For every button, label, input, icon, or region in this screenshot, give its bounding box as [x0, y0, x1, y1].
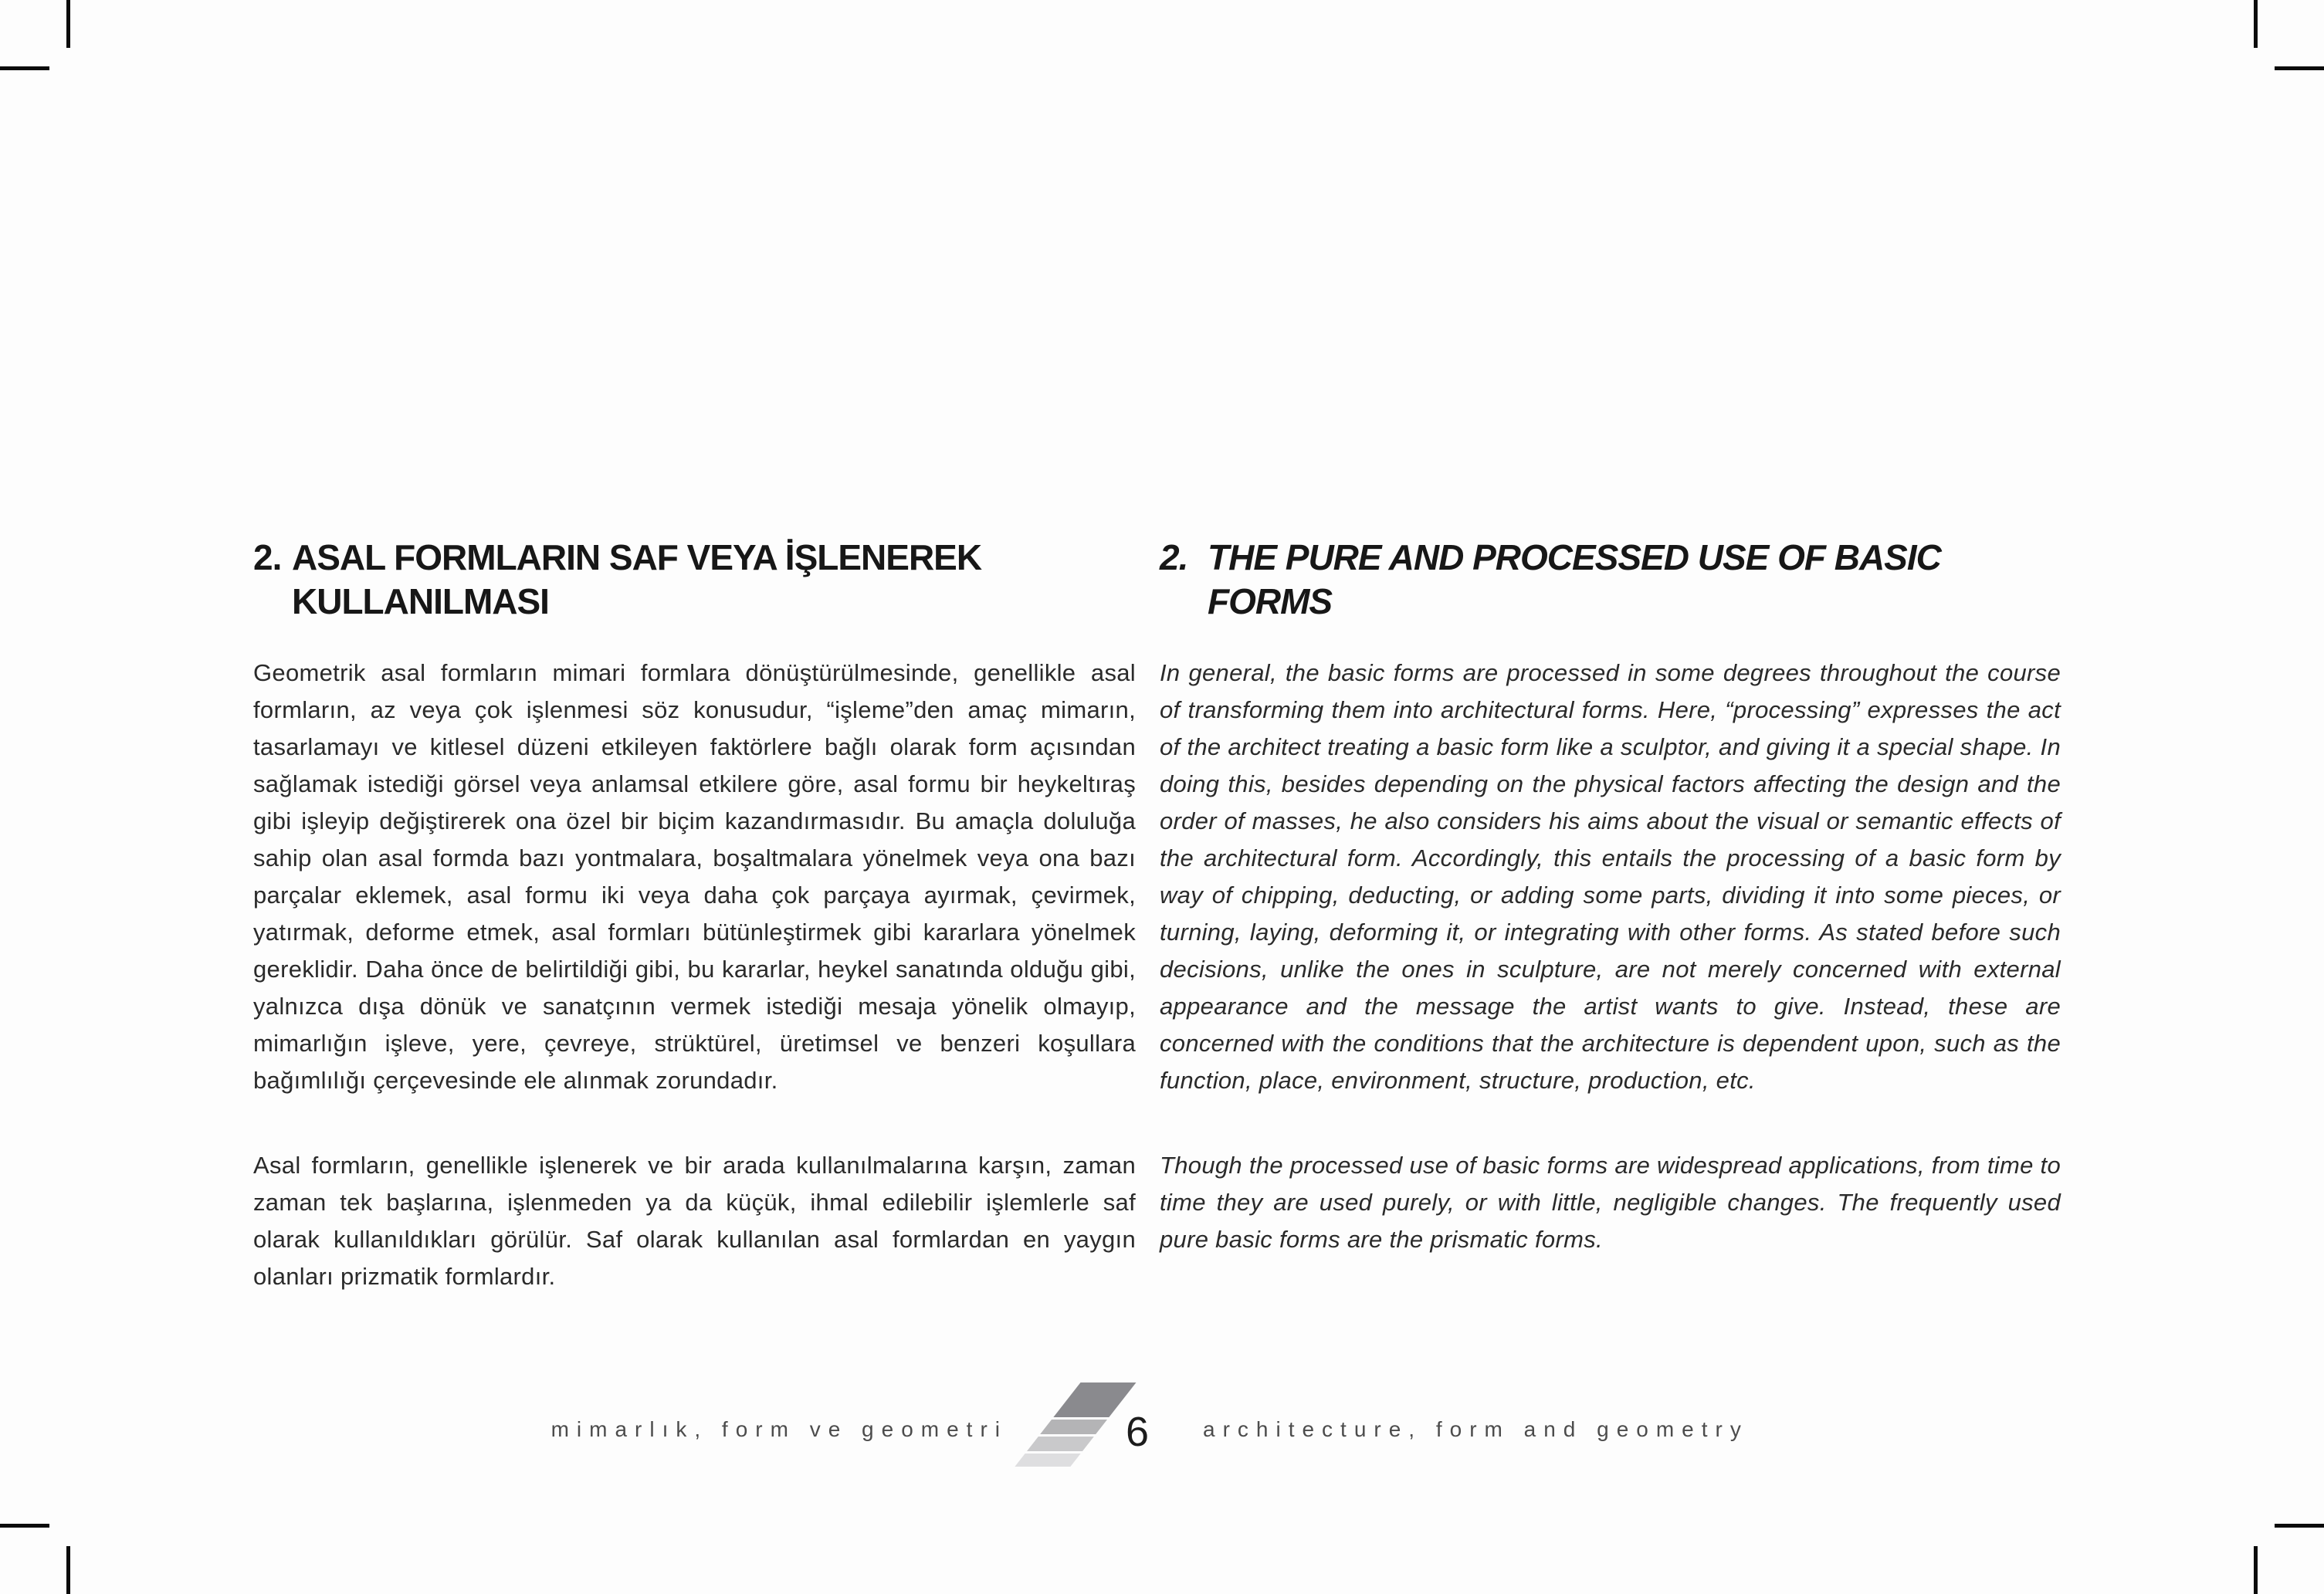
turkish-heading-number: 2. — [253, 537, 282, 577]
turkish-paragraph-2: Asal formların, genellikle işlenerek ve bir arada kullanılmalarına karşın, zaman zaman tek başlarına, işlenmeden ya da küçük, ihmal edilebilir işlemlerle saf olarak kullanıldıkları görülür. Saf olarak kullanılan asal formlardan en yaygın olanları prizmatik formlardır. — [253, 1152, 1136, 1290]
english-heading-line-1 — [1160, 536, 2061, 580]
english-heading-line-2: FORMS — [1208, 581, 1333, 621]
crop-mark-bottom-left-vertical — [66, 1546, 70, 1594]
page-number: 6 — [1126, 1409, 1150, 1455]
content-columns — [253, 536, 2061, 1295]
crop-mark-bottom-left-horizontal — [0, 1524, 49, 1528]
logo-band — [1053, 1382, 1136, 1417]
footer-turkish-running-title: mimarlık, form ve geometri — [551, 1417, 1008, 1441]
crop-mark-top-right-vertical — [2254, 0, 2258, 48]
turkish-heading-line-2: KULLANILMASI — [292, 581, 549, 621]
english-heading-number: 2. — [1160, 537, 1188, 577]
crop-mark-top-left-vertical — [66, 0, 70, 48]
footer-english-running-title: architecture, form and geometry — [1203, 1417, 1749, 1441]
logo-band — [1027, 1437, 1094, 1451]
english-heading-text-1: THE PURE AND PROCESSED USE OF BASIC — [1208, 537, 1941, 577]
english-section-heading — [1160, 536, 2061, 624]
publisher-logo-icon — [1013, 1382, 1137, 1469]
english-paragraph-1: In general, the basic forms are processed in some degrees throughout the course of transforming them into architectural forms. Here, “processing” expresses the act of the architect treating a basic form like a sculptor, and giving it a special shape. In doing this, besides depending on the physical factors affecting the design and the order of masses, he also considers his aims about the visual or semantic effects of the architectural form. Accordingly, this entails the processing of a basic form by way of chipping, deducting, or adding some parts, dividing it into some pieces, or turning, laying, deforming it, or integrating with other forms. As stated before such decisions, unlike the ones in sculpture, are not merely concerned with external appearance and the message the artist wants to give. Instead, these are concerned with the conditions that the architecture is dependent upon, such as the function, place, environment, structure, production, etc. — [1160, 659, 2061, 1094]
crop-mark-top-right-horizontal — [2275, 66, 2324, 70]
logo-band — [1015, 1454, 1080, 1467]
crop-mark-top-left-horizontal — [0, 66, 49, 70]
turkish-heading-line-1 — [253, 536, 1136, 580]
turkish-column — [253, 536, 1136, 1295]
crop-mark-bottom-right-horizontal — [2275, 1524, 2324, 1528]
crop-mark-bottom-right-vertical — [2254, 1546, 2258, 1594]
turkish-section-heading — [253, 536, 1136, 624]
turkish-paragraph-1: Geometrik asal formların mimari formlara dönüştürülmesinde, genellikle asal formların, az veya çok işlenmesi söz konusudur, “işleme”den amaç mimarın, tasarlamayı ve kitlesel düzeni etkileyen faktörlere bağlı olarak form açısından sağlamak istediği görsel veya anlamsal etkilere göre, asal formu bir heykeltıraş gibi işleyip değiştirerek ona özel bir biçim kazandırmasıdır. Bu amaçla doluluğa sahip olan asal formda bazı yontmalara, boşaltmalara yönelmek veya ona bazı parçalar eklemek, asal formu iki veya daha çok parçaya ayırmak, çevirmek, yatırmak, deforme etmek, asal formları bütünleştirmek gibi kararlara yönelmek gereklidir. Daha önce de belirtildiği gibi, bu kararlar, heykel sanatında olduğu gibi, yalnızca dışa dönük ve sanatçının vermek istediği mesaja yönelik olmayıp, mimarlığın işleve, yere, çevreye, strüktürel, üretimsel ve benzeri koşullara bağımlılığı çerçevesinde ele alınmak zorundadır. — [253, 659, 1136, 1094]
logo-band — [1040, 1420, 1107, 1434]
english-paragraph-2: Though the processed use of basic forms are widespread applications, from time to time they are used purely, or with little, negligible changes. The frequently used pure basic forms are the prismatic forms. — [1160, 1152, 2061, 1253]
turkish-heading-text-1: ASAL FORMLARIN SAF VEYA İŞLENEREK — [292, 537, 982, 577]
english-column — [1160, 536, 2061, 1295]
